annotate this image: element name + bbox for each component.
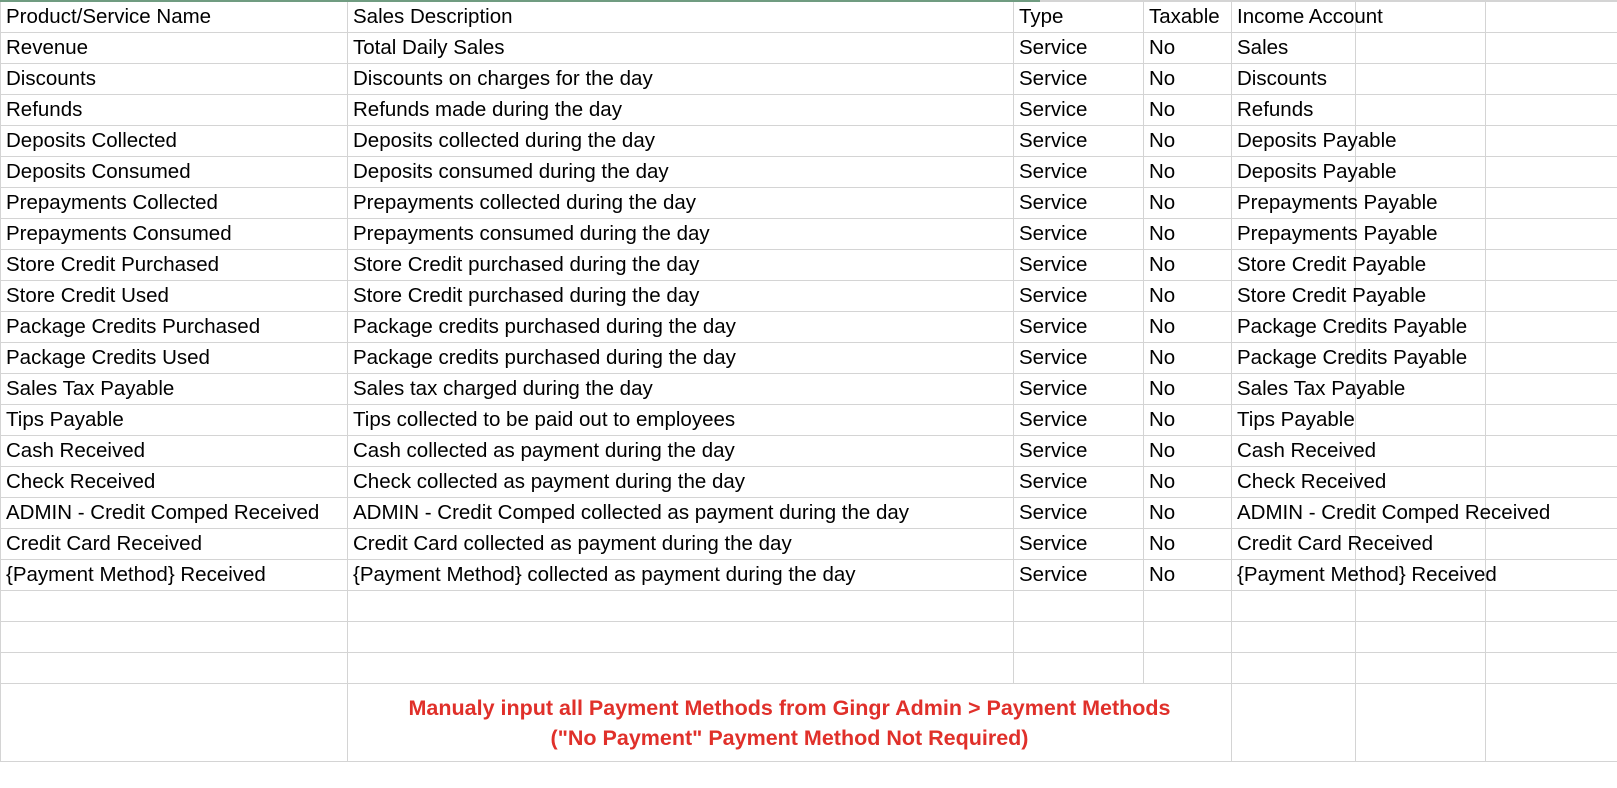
- cell-product[interactable]: Tips Payable: [1, 405, 348, 436]
- table-row: [1, 188, 1617, 219]
- cell-description[interactable]: Prepayments consumed during the day: [348, 219, 1014, 250]
- cell-taxable[interactable]: No: [1144, 343, 1232, 374]
- table-row: [1, 250, 1617, 281]
- note-line-1: Manualy input all Payment Methods from Gingr Admin > Payment Methods: [408, 695, 1171, 720]
- empty-cell[interactable]: [1486, 684, 1617, 762]
- empty-cell[interactable]: [348, 591, 1014, 622]
- table-row: [1, 343, 1617, 374]
- empty-cell[interactable]: [1232, 591, 1356, 622]
- cell-taxable[interactable]: No: [1144, 436, 1232, 467]
- cell-type[interactable]: Service: [1014, 157, 1144, 188]
- empty-cell[interactable]: [1486, 467, 1617, 498]
- empty-cell[interactable]: [1486, 219, 1617, 250]
- cell-type[interactable]: Service: [1014, 95, 1144, 126]
- table-row: [1, 560, 1617, 591]
- cell-taxable[interactable]: No: [1144, 529, 1232, 560]
- table-row: [1, 157, 1617, 188]
- empty-cell[interactable]: [1356, 622, 1486, 653]
- empty-cell[interactable]: [1486, 622, 1617, 653]
- cell-income[interactable]: Deposits Payable: [1232, 157, 1356, 188]
- cell-type[interactable]: Service: [1014, 436, 1144, 467]
- cell-type[interactable]: Service: [1014, 219, 1144, 250]
- cell-product[interactable]: Prepayments Consumed: [1, 219, 348, 250]
- header-type[interactable]: Type: [1014, 1, 1144, 33]
- cell-product[interactable]: {Payment Method} Received: [1, 560, 348, 591]
- empty-cell[interactable]: [1356, 591, 1486, 622]
- cell-description[interactable]: Cash collected as payment during the day: [348, 436, 1014, 467]
- cell-taxable[interactable]: No: [1144, 281, 1232, 312]
- header-row: [1, 1, 1617, 33]
- empty-cell[interactable]: [1486, 436, 1617, 467]
- empty-cell[interactable]: [1014, 591, 1144, 622]
- cell-income[interactable]: Discounts: [1232, 64, 1356, 95]
- cell-description[interactable]: {Payment Method} collected as payment during the day: [348, 560, 1014, 591]
- cell-description[interactable]: Sales tax charged during the day: [348, 374, 1014, 405]
- cell-taxable[interactable]: No: [1144, 219, 1232, 250]
- header-description[interactable]: Sales Description: [348, 1, 1014, 33]
- cell-type[interactable]: Service: [1014, 498, 1144, 529]
- cell-income[interactable]: Check Received: [1232, 467, 1356, 498]
- empty-cell[interactable]: [1144, 622, 1232, 653]
- cell-type[interactable]: Service: [1014, 281, 1144, 312]
- cell-type[interactable]: Service: [1014, 188, 1144, 219]
- cell-description[interactable]: Check collected as payment during the day: [348, 467, 1014, 498]
- empty-row: [1, 622, 1617, 653]
- empty-cell[interactable]: [1486, 529, 1617, 560]
- header-taxable[interactable]: Taxable: [1144, 1, 1232, 33]
- cell-income[interactable]: Store Credit Payable: [1232, 281, 1356, 312]
- cell-product[interactable]: Sales Tax Payable: [1, 374, 348, 405]
- empty-cell[interactable]: [348, 622, 1014, 653]
- cell-income[interactable]: Prepayments Payable: [1232, 219, 1356, 250]
- cell-taxable[interactable]: No: [1144, 467, 1232, 498]
- empty-cell[interactable]: [1486, 343, 1617, 374]
- cell-description[interactable]: Tips collected to be paid out to employees: [348, 405, 1014, 436]
- empty-row: [1, 591, 1617, 622]
- cell-taxable[interactable]: No: [1144, 33, 1232, 64]
- table-row: [1, 126, 1617, 157]
- cell-product[interactable]: Store Credit Used: [1, 281, 348, 312]
- cell-income[interactable]: Sales: [1232, 33, 1356, 64]
- cell-product[interactable]: Deposits Collected: [1, 126, 348, 157]
- cell-type[interactable]: Service: [1014, 529, 1144, 560]
- cell-description[interactable]: Package credits purchased during the day: [348, 312, 1014, 343]
- table-row: [1, 312, 1617, 343]
- cell-product[interactable]: Cash Received: [1, 436, 348, 467]
- cell-product[interactable]: Store Credit Purchased: [1, 250, 348, 281]
- cell-product[interactable]: Prepayments Collected: [1, 188, 348, 219]
- empty-cell[interactable]: [1486, 374, 1617, 405]
- cell-description[interactable]: ADMIN - Credit Comped collected as payment during the day: [348, 498, 1014, 529]
- cell-type[interactable]: Service: [1014, 374, 1144, 405]
- table-row: [1, 467, 1617, 498]
- note-line-2: ("No Payment" Payment Method Not Required): [550, 725, 1029, 750]
- empty-cell[interactable]: [1, 622, 348, 653]
- empty-cell[interactable]: [1486, 188, 1617, 219]
- empty-cell[interactable]: [1486, 126, 1617, 157]
- empty-cell[interactable]: [1232, 622, 1356, 653]
- cell-income[interactable]: Store Credit Payable: [1232, 250, 1356, 281]
- note-row: [1, 684, 1617, 762]
- empty-cell[interactable]: [1486, 250, 1617, 281]
- empty-cell[interactable]: [1232, 684, 1356, 762]
- empty-cell[interactable]: [1356, 64, 1486, 95]
- cell-product[interactable]: Package Credits Purchased: [1, 312, 348, 343]
- cell-description[interactable]: Refunds made during the day: [348, 95, 1014, 126]
- empty-cell[interactable]: [1486, 405, 1617, 436]
- cell-taxable[interactable]: No: [1144, 560, 1232, 591]
- cell-type[interactable]: Service: [1014, 560, 1144, 591]
- empty-cell[interactable]: [1, 684, 348, 762]
- cell-taxable[interactable]: No: [1144, 374, 1232, 405]
- table-row: [1, 281, 1617, 312]
- empty-cell[interactable]: [1486, 157, 1617, 188]
- empty-cell[interactable]: [1014, 653, 1144, 684]
- cell-income[interactable]: Credit Card Received: [1232, 529, 1356, 560]
- cell-taxable[interactable]: No: [1144, 157, 1232, 188]
- cell-income[interactable]: Package Credits Payable: [1232, 343, 1356, 374]
- table-row: [1, 219, 1617, 250]
- cell-taxable[interactable]: No: [1144, 312, 1232, 343]
- cell-type[interactable]: Service: [1014, 312, 1144, 343]
- cell-description[interactable]: Store Credit purchased during the day: [348, 281, 1014, 312]
- empty-cell[interactable]: [1, 591, 348, 622]
- selection-edge: [0, 0, 1040, 2]
- empty-cell[interactable]: [1356, 405, 1486, 436]
- cell-income[interactable]: Prepayments Payable: [1232, 188, 1356, 219]
- empty-cell[interactable]: [348, 653, 1014, 684]
- cell-taxable[interactable]: No: [1144, 126, 1232, 157]
- cell-description[interactable]: Package credits purchased during the day: [348, 343, 1014, 374]
- cell-income[interactable]: Refunds: [1232, 95, 1356, 126]
- cell-description[interactable]: Deposits collected during the day: [348, 126, 1014, 157]
- header-product[interactable]: Product/Service Name: [1, 1, 348, 33]
- cell-product[interactable]: Check Received: [1, 467, 348, 498]
- empty-cell[interactable]: [1486, 1, 1617, 33]
- cell-income[interactable]: Sales Tax Payable: [1232, 374, 1356, 405]
- cell-product[interactable]: Discounts: [1, 64, 348, 95]
- empty-cell[interactable]: [1486, 95, 1617, 126]
- cell-income[interactable]: Tips Payable: [1232, 405, 1356, 436]
- table-row: [1, 33, 1617, 64]
- cell-type[interactable]: Service: [1014, 467, 1144, 498]
- cell-income[interactable]: {Payment Method} Received: [1232, 560, 1356, 591]
- cell-type[interactable]: Service: [1014, 33, 1144, 64]
- empty-cell[interactable]: [1144, 591, 1232, 622]
- empty-cell[interactable]: [1486, 653, 1617, 684]
- empty-cell[interactable]: [1144, 653, 1232, 684]
- cell-type[interactable]: Service: [1014, 250, 1144, 281]
- cell-type[interactable]: Service: [1014, 64, 1144, 95]
- cell-income[interactable]: Package Credits Payable: [1232, 312, 1356, 343]
- header-income-account[interactable]: Income Account: [1232, 1, 1356, 33]
- cell-income[interactable]: Deposits Payable: [1232, 126, 1356, 157]
- cell-income[interactable]: Cash Received: [1232, 436, 1356, 467]
- empty-cell[interactable]: [1, 653, 348, 684]
- empty-row: [1, 653, 1617, 684]
- cell-product[interactable]: Package Credits Used: [1, 343, 348, 374]
- table-row: [1, 64, 1617, 95]
- empty-cell[interactable]: [1356, 684, 1486, 762]
- cell-taxable[interactable]: No: [1144, 64, 1232, 95]
- cell-description[interactable]: Prepayments collected during the day: [348, 188, 1014, 219]
- cell-product[interactable]: Credit Card Received: [1, 529, 348, 560]
- cell-description[interactable]: Deposits consumed during the day: [348, 157, 1014, 188]
- table-row: [1, 529, 1617, 560]
- cell-type[interactable]: Service: [1014, 405, 1144, 436]
- cell-type[interactable]: Service: [1014, 343, 1144, 374]
- empty-cell[interactable]: [1356, 95, 1486, 126]
- payment-methods-note[interactable]: [348, 684, 1232, 762]
- cell-description[interactable]: Store Credit purchased during the day: [348, 250, 1014, 281]
- table-row: [1, 405, 1617, 436]
- cell-product[interactable]: ADMIN - Credit Comped Received: [1, 498, 348, 529]
- table-row: [1, 436, 1617, 467]
- cell-product[interactable]: Refunds: [1, 95, 348, 126]
- empty-cell[interactable]: [1486, 281, 1617, 312]
- empty-cell[interactable]: [1486, 591, 1617, 622]
- cell-description[interactable]: Credit Card collected as payment during the day: [348, 529, 1014, 560]
- cell-product[interactable]: Deposits Consumed: [1, 157, 348, 188]
- cell-taxable[interactable]: No: [1144, 188, 1232, 219]
- empty-cell[interactable]: [1486, 560, 1617, 591]
- empty-cell[interactable]: [1356, 653, 1486, 684]
- table-row: [1, 498, 1617, 529]
- table-row: [1, 95, 1617, 126]
- cell-description[interactable]: Total Daily Sales: [348, 33, 1014, 64]
- cell-type[interactable]: Service: [1014, 126, 1144, 157]
- table-row: [1, 374, 1617, 405]
- cell-taxable[interactable]: No: [1144, 405, 1232, 436]
- empty-cell[interactable]: [1014, 622, 1144, 653]
- empty-cell[interactable]: [1486, 312, 1617, 343]
- empty-cell[interactable]: [1486, 33, 1617, 64]
- cell-description[interactable]: Discounts on charges for the day: [348, 64, 1014, 95]
- cell-product[interactable]: Revenue: [1, 33, 348, 64]
- cell-taxable[interactable]: No: [1144, 498, 1232, 529]
- empty-cell[interactable]: [1486, 64, 1617, 95]
- empty-cell[interactable]: [1356, 33, 1486, 64]
- cell-taxable[interactable]: No: [1144, 250, 1232, 281]
- cell-taxable[interactable]: No: [1144, 95, 1232, 126]
- cell-income[interactable]: ADMIN - Credit Comped Received: [1232, 498, 1356, 529]
- empty-cell[interactable]: [1232, 653, 1356, 684]
